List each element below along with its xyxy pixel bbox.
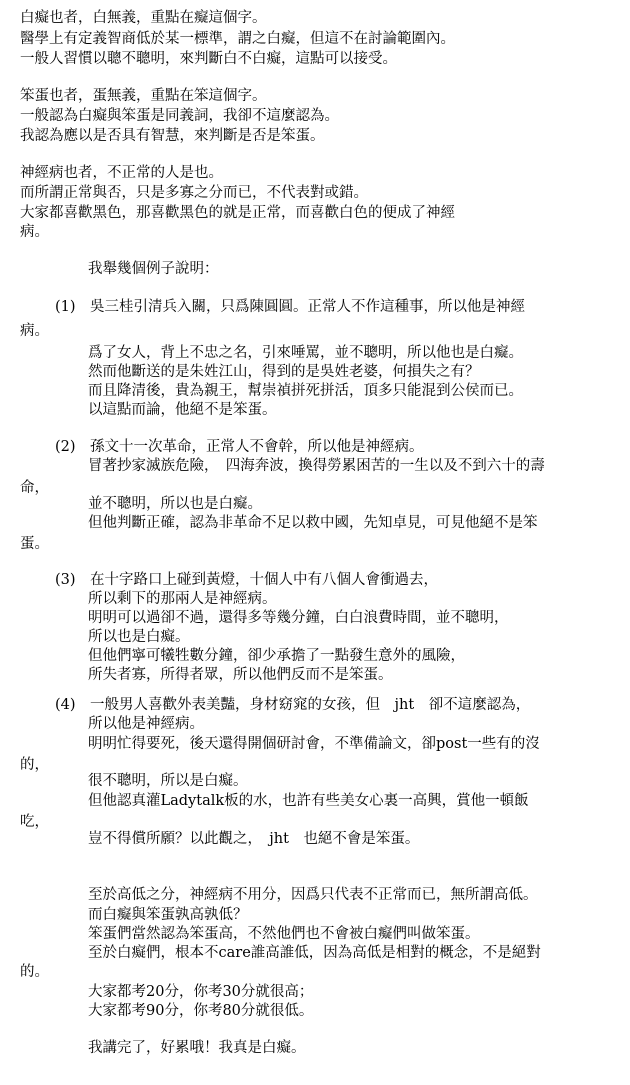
conclusion-line: 笨蛋們當然認為笨蛋高，不然他們也不會被白癡們叫做笨蛋。 (88, 926, 480, 942)
example-4-line: 明明忙得要死，後天還得開個研討會，不準備論文，卻post一些有的沒 (88, 736, 540, 752)
example-2-line: 蛋。 (20, 536, 49, 552)
text-line: 一般人習慣以聰不聰明，來判斷白不白癡，這點可以接受。 (20, 51, 397, 67)
example-4-line: (4) 一般男人喜歡外表美豔，身材窈窕的女孩，但 jht 卻不這麼認為， (55, 697, 531, 713)
example-3-line: (3) 在十字路口上碰到黃燈，十個人中有八個人會衝過去， (55, 572, 439, 588)
ending-line: 我講完了，好累哦！我真是白癡。 (88, 1040, 306, 1056)
example-1-line: 以這點而論，他絕不是笨蛋。 (88, 402, 277, 418)
conclusion-line: 大家都考90分，你考80分就很低。 (88, 1003, 314, 1019)
text-line: 病。 (20, 224, 49, 240)
example-2-line: 冒著抄家滅族危險， 四海奔波，換得勞累困苦的一生以及不到六十的壽 (88, 458, 545, 474)
conclusion-line: 而白癡與笨蛋孰高孰低？ (88, 907, 248, 923)
example-4-line: 的， (20, 757, 49, 773)
text-line: 笨蛋也者，蛋無義，重點在笨這個字。 (20, 88, 267, 104)
text-line: 一般認為白癡與笨蛋是同義詞，我卻不這麼認為。 (20, 108, 339, 124)
text-line: 大家都喜歡黑色，那喜歡黑色的就是正常，而喜歡白色的便成了神經 (20, 205, 455, 221)
example-4-line: 很不聰明，所以是白癡。 (88, 773, 248, 789)
conclusion-line: 至於高低之分，神經病不用分，因爲只代表不正常而已，無所謂高低。 (88, 887, 538, 903)
example-4-line: 吃， (20, 814, 49, 830)
example-2-line: 命， (20, 480, 49, 496)
example-1-line: 然而他斷送的是朱姓江山，得到的是吳姓老婆，何損失之有？ (88, 364, 480, 380)
conclusion-line: 的。 (20, 964, 49, 980)
example-1-line: 而且降清後，貴為親王，幫崇禎拼死拼活，頂多只能混到公侯而已。 (88, 383, 523, 399)
intro-line: 我舉幾個例子說明： (88, 261, 219, 277)
text-line: 白癡也者，白無義，重點在癡這個字。 (20, 10, 267, 26)
example-3-line: 所失者寡，所得者眾，所以他們反而不是笨蛋。 (88, 667, 393, 683)
text-line: 醫學上有定義智商低於某一標準，謂之白癡，但這不在討論範圍內。 (20, 31, 455, 47)
text-line: 神經病也者，不正常的人是也。 (20, 165, 223, 181)
conclusion-line: 至於白癡們，根本不care誰高誰低，因為高低是相對的概念，不是絕對 (88, 945, 541, 961)
example-2-line: 並不聰明，所以也是白癡。 (88, 496, 262, 512)
example-3-line: 明明可以過卻不過，還得多等幾分鐘，白白浪費時間，並不聰明， (88, 610, 509, 626)
example-4-line: 但他認真灌Ladytalk板的水，也許有些美女心裏一高興，賞他一頓飯 (88, 793, 529, 809)
example-1-line: 爲了女人，背上不忠之名，引來唾罵，並不聰明，所以他也是白癡。 (88, 345, 523, 361)
example-3-line: 所以剩下的那兩人是神經病。 (88, 591, 277, 607)
text-line: 我認為應以是否具有智慧，來判斷是否是笨蛋。 (20, 128, 325, 144)
example-4-line: 所以他是神經病。 (88, 716, 204, 732)
conclusion-line: 大家都考20分，你考30分就很高； (88, 984, 314, 1000)
text-line: 而所謂正常與否，只是多寡之分而已，不代表對或錯。 (20, 185, 368, 201)
example-1-line: (1) 吳三桂引清兵入關，只爲陳圓圓。正常人不作這種事，所以他是神經 (55, 299, 526, 315)
example-2-line: (2) 孫文十一次革命，正常人不會幹，所以他是神經病。 (55, 439, 424, 455)
example-3-line: 但他們寧可犧牲數分鐘，卻少承擔了一點發生意外的風險， (88, 648, 465, 664)
example-4-line: 豈不得償所願？以此觀之， jht 也絕不會是笨蛋。 (88, 831, 420, 847)
example-1-line: 病。 (20, 323, 49, 339)
example-2-line: 但他判斷正確，認為非革命不足以救中國，先知卓見，可見他絕不是笨 (88, 515, 538, 531)
example-3-line: 所以也是白癡。 (88, 629, 190, 645)
